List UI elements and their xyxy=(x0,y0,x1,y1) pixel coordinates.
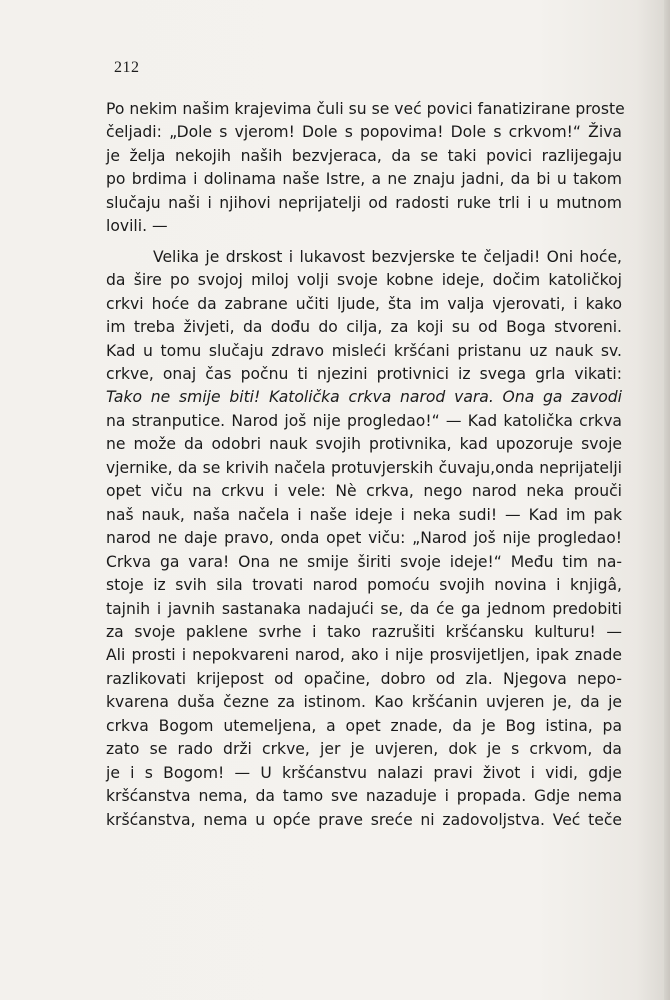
text-line: Ali prosti i nepokvareni narod, ako i nije prosvijetljen, ipak znade xyxy=(106,646,622,665)
text-line: čeljadi: „Dole s vjerom! Dole s popovima! Dole s crkvom!“ Živa xyxy=(106,123,622,142)
text-line: Po nekim našim krajevima čuli su se već povici fanatizirane proste xyxy=(106,100,625,118)
text-line: je želja nekojih naših bezvjeraca, da se taki povici razlijegaju xyxy=(106,146,622,165)
text-line: Velika je drskost i lukavost bezvjerske te čeljadi! Oni hoće, xyxy=(153,247,622,266)
text-line: ne može da odobri nauk svojih protivnika, kad upozoruje svoje xyxy=(106,435,622,454)
text-line: im treba živjeti, da dođu do cilja, za koji su od Boga stvoreni. xyxy=(106,318,622,337)
text-line: je i s Bogom! — U kršćanstvu nalazi pravi život i vidi, gdje xyxy=(106,763,622,782)
text-line: lovili. — xyxy=(106,217,168,236)
body-text xyxy=(106,98,625,832)
text-line: na stranputice. Narod još nije progledao!“ — Kad katolička crkva xyxy=(106,411,622,430)
text-line: stoje iz svih sila trovati narod pomoću svojih novina i knjigâ, xyxy=(106,576,622,595)
text-line: kršćanstva nema, da tamo sve nazaduje i propada. Gdje nema xyxy=(106,787,622,806)
text-line: Crkva ga vara! Ona ne smije širiti svoje ideje!“ Među tim na- xyxy=(106,552,622,571)
paragraph-2 xyxy=(106,246,622,832)
text-line: za svoje paklene svrhe i tako razrušiti kršćansku kulturu! — xyxy=(106,622,622,641)
text-line: naš nauk, naša načela i naše ideje i neka sudi! — Kad im pak xyxy=(106,505,622,524)
text-line: razlikovati krijepost od opačine, dobro od zla. Njegova nepo- xyxy=(106,669,622,688)
text-line: opet viču na crkvu i vele: Nè crkva, nego narod neka prouči xyxy=(106,482,622,501)
text-line: tajnih i javnih sastanaka nadajući se, da će ga jednom predobiti xyxy=(106,599,622,618)
page-number: 212 xyxy=(114,59,140,76)
text-line: crkve, onaj čas počnu ti njezini protivnici iz svega grla vikati: xyxy=(106,364,622,383)
text-line: zato se rado drži crkve, jer je uvjeren, dok je s crkvom, da xyxy=(106,740,622,759)
text-line: kršćanstva, nema u opće prave sreće ni zadovoljstva. Već teče xyxy=(106,810,622,829)
text-line: narod ne daje pravo, onda opet viču: „Narod još nije progledao! xyxy=(106,529,622,548)
text-line: da šire po svojoj miloj volji svoje kobne ideje, dočim katoličkoj xyxy=(106,271,622,290)
page-edge-shadow xyxy=(664,0,670,1000)
text-line: po brdima i dolinama naše Istre, a ne znaju jadni, da bi u takom xyxy=(106,170,622,189)
text-line: vjernike, da se krivih načela protuvjerskih čuvaju,onda neprijatelji xyxy=(106,458,622,477)
text-line: Kad u tomu slučaju zdravo misleći kršćani pristanu uz nauk sv. xyxy=(106,341,622,360)
text-line-italic: Tako ne smije biti! Katolička crkva narod vara. Ona ga zavodi xyxy=(106,388,622,407)
text-line: slučaju naši i njihovi neprijatelji od radosti ruke trli i u mutnom xyxy=(106,193,622,212)
text-line: crkvi hoće da zabrane učiti ljude, šta im valja vjerovati, i kako xyxy=(106,294,622,313)
paragraph-1 xyxy=(106,98,625,239)
text-line: crkva Bogom utemeljena, a opet znade, da je Bog istina, pa xyxy=(106,716,622,735)
text-line: kvarena duša čezne za istinom. Kao kršćanin uvjeren je, da je xyxy=(106,693,622,712)
